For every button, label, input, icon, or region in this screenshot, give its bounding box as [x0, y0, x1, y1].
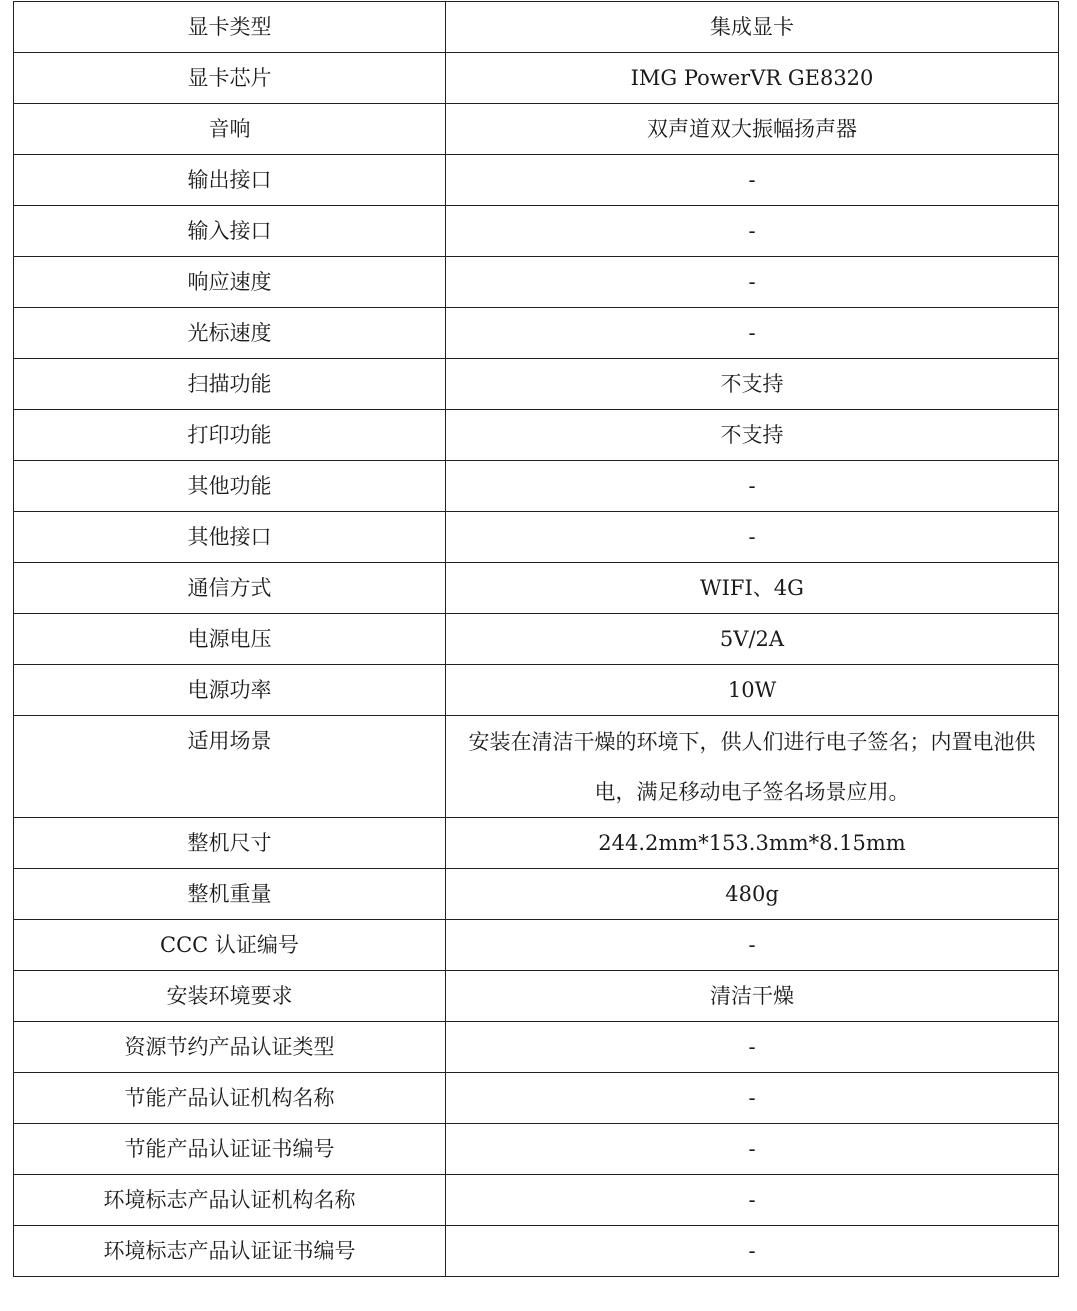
- table-row: [14, 1226, 1059, 1277]
- row-value: -: [446, 1073, 1059, 1124]
- row-label: 适用场景: [14, 716, 446, 818]
- row-label: 输出接口: [14, 155, 446, 206]
- row-value: 不支持: [446, 410, 1059, 461]
- table-row: [14, 614, 1059, 665]
- row-value: -: [446, 512, 1059, 563]
- row-label: 打印功能: [14, 410, 446, 461]
- table-row: [14, 1022, 1059, 1073]
- row-label: 其他接口: [14, 512, 446, 563]
- row-value: 480g: [446, 869, 1059, 920]
- table-row: [14, 2, 1059, 53]
- table-row: [14, 410, 1059, 461]
- spec-table-body: [14, 2, 1059, 1277]
- row-label: 光标速度: [14, 308, 446, 359]
- row-value: -: [446, 206, 1059, 257]
- table-row: [14, 1175, 1059, 1226]
- row-value: WIFI、4G: [446, 563, 1059, 614]
- row-value: -: [446, 1022, 1059, 1073]
- row-label: 节能产品认证证书编号: [14, 1124, 446, 1175]
- table-row: [14, 716, 1059, 818]
- row-value: -: [446, 1124, 1059, 1175]
- table-row: [14, 563, 1059, 614]
- table-row: [14, 359, 1059, 410]
- row-label: 输入接口: [14, 206, 446, 257]
- table-row: [14, 1124, 1059, 1175]
- row-label: 整机重量: [14, 869, 446, 920]
- row-value: -: [446, 461, 1059, 512]
- row-label: 资源节约产品认证类型: [14, 1022, 446, 1073]
- table-row: [14, 869, 1059, 920]
- row-value: 集成显卡: [446, 2, 1059, 53]
- table-row: [14, 53, 1059, 104]
- table-row: [14, 512, 1059, 563]
- table-row: [14, 206, 1059, 257]
- table-row: [14, 308, 1059, 359]
- row-value: -: [446, 1226, 1059, 1277]
- row-label: 环境标志产品认证机构名称: [14, 1175, 446, 1226]
- table-row: [14, 1073, 1059, 1124]
- table-row: [14, 665, 1059, 716]
- table-row: [14, 920, 1059, 971]
- row-label: 电源电压: [14, 614, 446, 665]
- row-label: CCC 认证编号: [14, 920, 446, 971]
- table-row: [14, 155, 1059, 206]
- table-row: [14, 104, 1059, 155]
- row-label: 扫描功能: [14, 359, 446, 410]
- row-value: -: [446, 920, 1059, 971]
- row-value: IMG PowerVR GE8320: [446, 53, 1059, 104]
- row-value: -: [446, 1175, 1059, 1226]
- row-label: 显卡芯片: [14, 53, 446, 104]
- row-value: 双声道双大振幅扬声器: [446, 104, 1059, 155]
- table-row: [14, 818, 1059, 869]
- row-value: 清洁干燥: [446, 971, 1059, 1022]
- row-label: 其他功能: [14, 461, 446, 512]
- row-label: 安装环境要求: [14, 971, 446, 1022]
- row-value: 244.2mm*153.3mm*8.15mm: [446, 818, 1059, 869]
- table-row: [14, 257, 1059, 308]
- row-label: 音响: [14, 104, 446, 155]
- row-label: 响应速度: [14, 257, 446, 308]
- row-value: -: [446, 257, 1059, 308]
- table-row: [14, 461, 1059, 512]
- table-row: [14, 971, 1059, 1022]
- row-label: 环境标志产品认证证书编号: [14, 1226, 446, 1277]
- spec-table: [13, 1, 1059, 1277]
- row-label: 显卡类型: [14, 2, 446, 53]
- row-value: 10W: [446, 665, 1059, 716]
- row-label: 节能产品认证机构名称: [14, 1073, 446, 1124]
- row-label: 通信方式: [14, 563, 446, 614]
- row-value: 不支持: [446, 359, 1059, 410]
- row-value: 5V/2A: [446, 614, 1059, 665]
- row-value: -: [446, 308, 1059, 359]
- row-value: -: [446, 155, 1059, 206]
- row-label: 电源功率: [14, 665, 446, 716]
- row-label: 整机尺寸: [14, 818, 446, 869]
- row-value: 安装在清洁干燥的环境下，供人们进行电子签名；内置电池供电，满足移动电子签名场景应用。: [446, 716, 1059, 818]
